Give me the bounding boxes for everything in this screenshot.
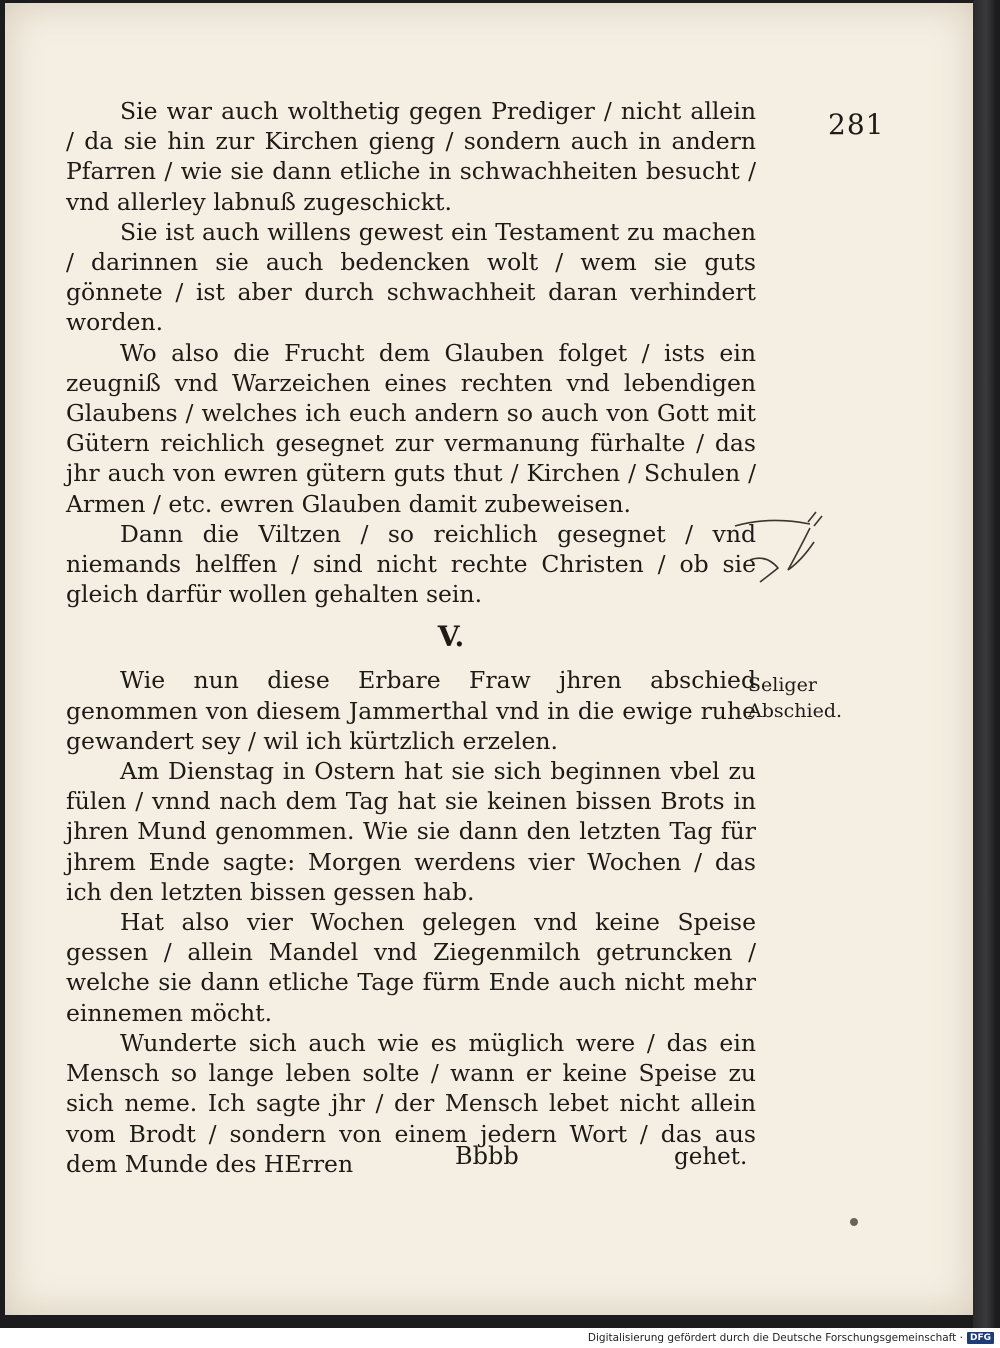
ink-spot — [850, 1218, 858, 1226]
paragraph-wonder: Wunderte sich auch wie es müglich were / das ein Mensch so lange leben solte / wann er keine Speise zu sich neme. Ich sagte jhr / der Mensch lebet nicht allein vom Brodt / sondern von einem jedern Wort / das aus dem Munde des HErren — [66, 1028, 756, 1178]
paragraph-faith: Wo also die Frucht dem Glauben folget / ists ein zeugniß vnd Warzeichen eines rechten vnd lebendigen Glaubens / welches ich euch andern so auch von Gott mit Gütern reichlich gesegnet zur vermanung fürhalte / das jhr auch von ewren gütern guts thut / Kirchen / Schulen / Armen / etc. ewren Glauben damit zubeweisen. — [66, 338, 756, 518]
handwritten-annotation — [730, 508, 830, 588]
marginal-note: Seliger Abschied. — [748, 674, 843, 722]
paragraph-illness: Am Dienstag in Ostern hat sie sich beginnen vbel zu fülen / vnnd nach dem Tag hat sie keinen bissen Brots in jhren Mund genommen. Wie sie dann den letzten Tag für jhrem Ende sagte: Morgen werdens vier Wochen / das ich den letzten bissen gessen hab. — [66, 757, 756, 906]
paragraph-charity: Sie war auch wolthetig gegen Prediger / nicht allein / da sie hin zur Kirchen gieng / sondern auch in andern Pfarren / wie sie dann etliche in schwachheiten besucht / vnd allerley labnuß zugeschickt. — [66, 97, 756, 216]
section-numeral: V. — [437, 620, 465, 654]
book-edge — [973, 0, 995, 1328]
paragraph-farewell: Wie nun diese Erbare Fraw jhren abschied genommen von diesem Jammerthal vnd in die ewige ruhe gewandert sey / wil ich kürtzlich erzelen. — [66, 666, 756, 755]
paragraph-testament: Sie ist auch willens gewest ein Testament zu machen / darinnen sie auch bedencken wolt / wem sie guts gönnete / ist aber durch schwachheit daran verhindert worden. — [66, 217, 756, 337]
funding-credit: Digitalisierung gefördert durch die Deutsche Forschungsgemeinschaft · — [587, 1332, 963, 1344]
paragraph-fasting: Hat also vier Wochen gelegen vnd keine Speise gessen / allein Mandel vnd Ziegenmilch getruncken / welche sie dann etliche Tage fürm Ende auch nicht mehr einnemen möcht. — [66, 908, 756, 1027]
catchword: gehet. — [674, 1144, 748, 1170]
page-number: 281 — [828, 108, 885, 141]
body-text — [66, 96, 756, 1179]
dfg-logo: DFG — [967, 1332, 994, 1344]
footer-bar — [0, 1328, 1000, 1348]
paragraph-misers: Dann die Viltzen / so reichlich gesegnet / vnd niemands helffen / sind nicht rechte Christen / ob sie gleich darfür wollen gehalten sein. — [66, 519, 756, 609]
signature-mark: Bbbb — [455, 1142, 519, 1170]
